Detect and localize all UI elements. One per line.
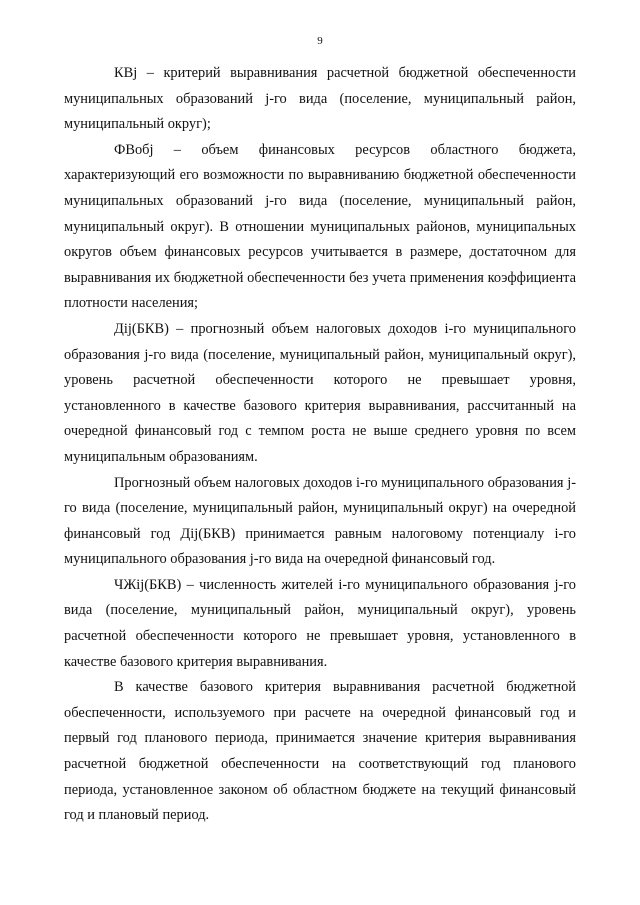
paragraph-kvj-definition: КВj – критерий выравнивания расчетной бюджетной обеспеченности муниципальных образований j-го вида (поселение, муниципальный район, муниципальный округ); <box>64 65 576 133</box>
paragraph-population-definition: ЧЖij(БКВ) – численность жителей i-го муниципального образования j-го вида (поселение, муниципальный район, муниципальный округ), уровень расчетной обеспеченности которого не превышает уровня, установленного в качестве базового критерия выравнивания. <box>64 576 576 670</box>
paragraph-dij-definition: Дij(БКВ) – прогнозный объем налоговых доходов i-го муниципального образования j-го вида (поселение, муниципальный район, муниципальный округ), уровень расчетной обеспеченности которого не превышает уровня, установленного в качестве базового критерия выравнивания, рассчитанный на очередной финансовый год с темпом роста не выше среднего уровня по всем муниципальным образованиям. <box>64 320 576 465</box>
document-body <box>64 61 576 829</box>
page-number: 9 <box>317 35 323 47</box>
paragraph-tax-revenue-forecast: Прогнозный объем налоговых доходов i-го муниципального образования j-го вида (поселение, муниципальный район, муниципальный округ) на очередной финансовый год Дij(БКВ) принимается равным налоговому потенциалу i-го муниципального образования j-го вида на очередной финансовый год. <box>64 474 576 568</box>
paragraph-fvobj-definition: ФВобj – объем финансовых ресурсов областного бюджета, характеризующий его возможности по выравниванию бюджетной обеспеченности муниципальных образований j-го вида (поселение, муниципальный район, муниципальный округ). В отношении муниципальных районов, муниципальных округов объем финансовых ресурсов учитывается в размере, достаточном для выравнивания их бюджетной обеспеченности без учета применения коэффициента плотности населения; <box>64 141 576 312</box>
paragraph-base-criterion: В качестве базового критерия выравнивания расчетной бюджетной обеспеченности, используемого при расчете на очередной финансовый год и первый год планового периода, принимается значение критерия выравнивания расчетной бюджетной обеспеченности на соответствующий год планового периода, установленное законом об областном бюджете на текущий финансовый год и плановый период. <box>64 679 576 824</box>
